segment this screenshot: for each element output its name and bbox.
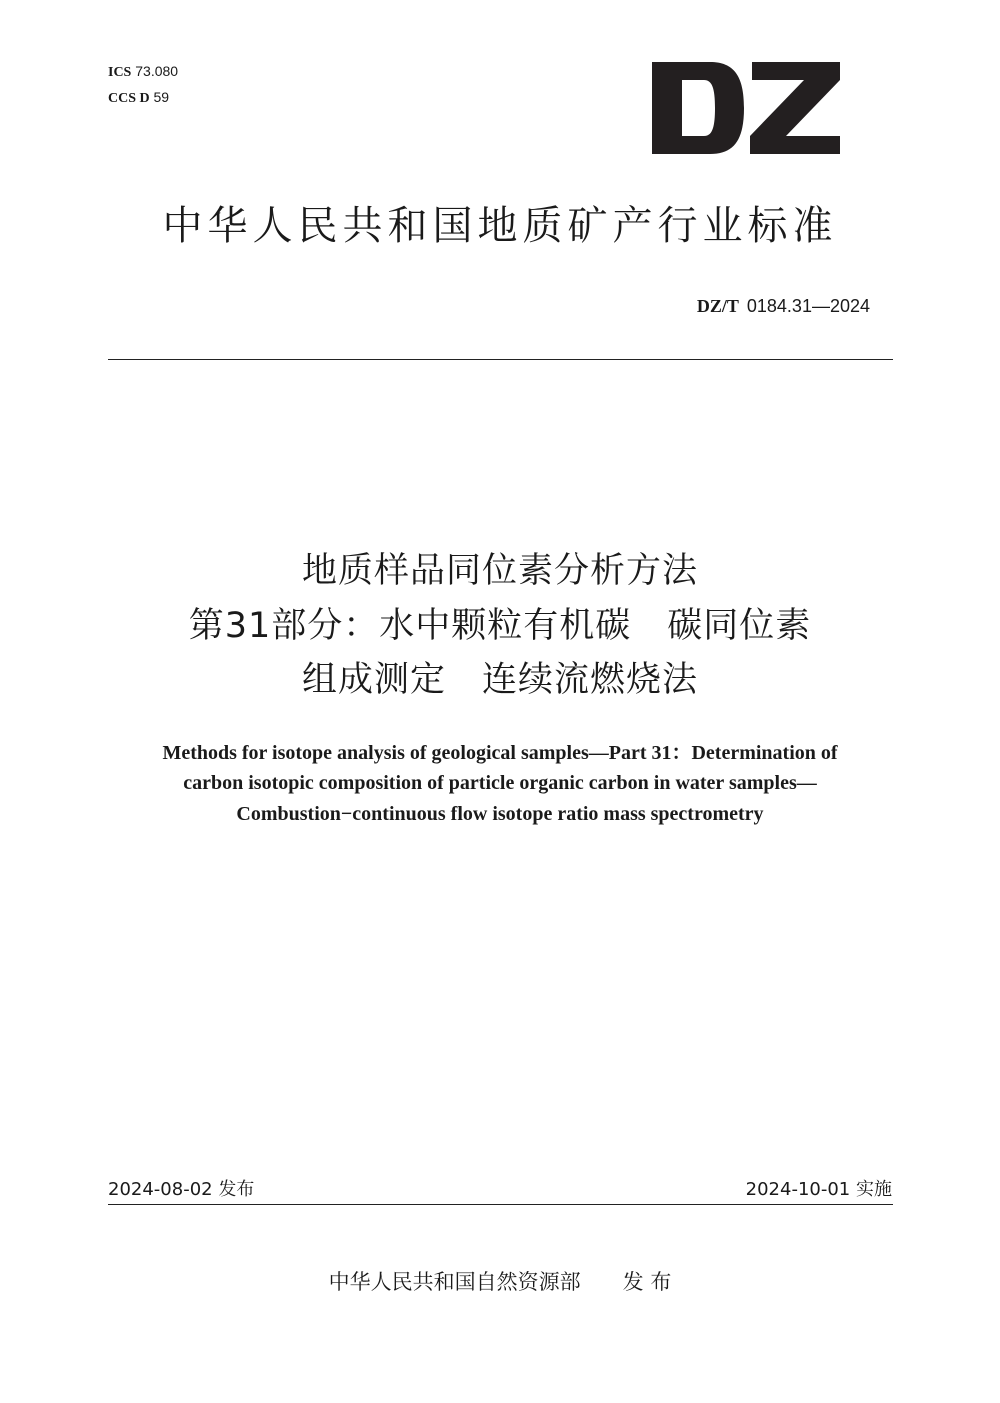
chinese-title-line-2: 第31部分：水中颗粒有机碳 碳同位素 — [188, 606, 812, 646]
bottom-divider — [108, 1204, 893, 1205]
standard-code: 0184.31—2024 — [746, 296, 870, 316]
ics-value: 73.080 — [135, 63, 179, 79]
chinese-title-line-3: 组成测定 连续流燃烧法 — [301, 660, 698, 700]
ccs-label: CCS D — [108, 91, 150, 106]
top-divider — [108, 359, 893, 360]
ccs-value: 59 — [153, 89, 170, 105]
standard-number — [697, 294, 870, 318]
issue-date: 2024-08-02 发布 — [108, 1179, 255, 1200]
ics-code — [108, 62, 178, 82]
dz-logo — [652, 62, 840, 154]
publisher-action: 发 布 — [622, 1270, 672, 1294]
standard-prefix: DZ/T — [696, 296, 739, 316]
effective-date: 2024-10-01 实施 — [745, 1179, 892, 1200]
publisher-name: 中华人民共和国自然资源部 — [328, 1270, 581, 1294]
english-title-line-2: carbon isotopic composition of particle organic carbon in water samples— — [183, 772, 817, 794]
publisher — [100, 1267, 900, 1297]
chinese-title-line-1: 地质样品同位素分析方法 — [301, 551, 698, 591]
english-title-line-1: Methods for isotope analysis of geological samples—Part 31：Determination of — [162, 742, 838, 764]
ics-label: ICS — [108, 65, 132, 80]
ccs-code — [108, 88, 169, 108]
english-title-line-3: Combustion−continuous flow isotope ratio mass spectrometry — [236, 803, 764, 825]
industry-standard-title: 中华人民共和国地质矿产行业标准 — [162, 203, 838, 249]
